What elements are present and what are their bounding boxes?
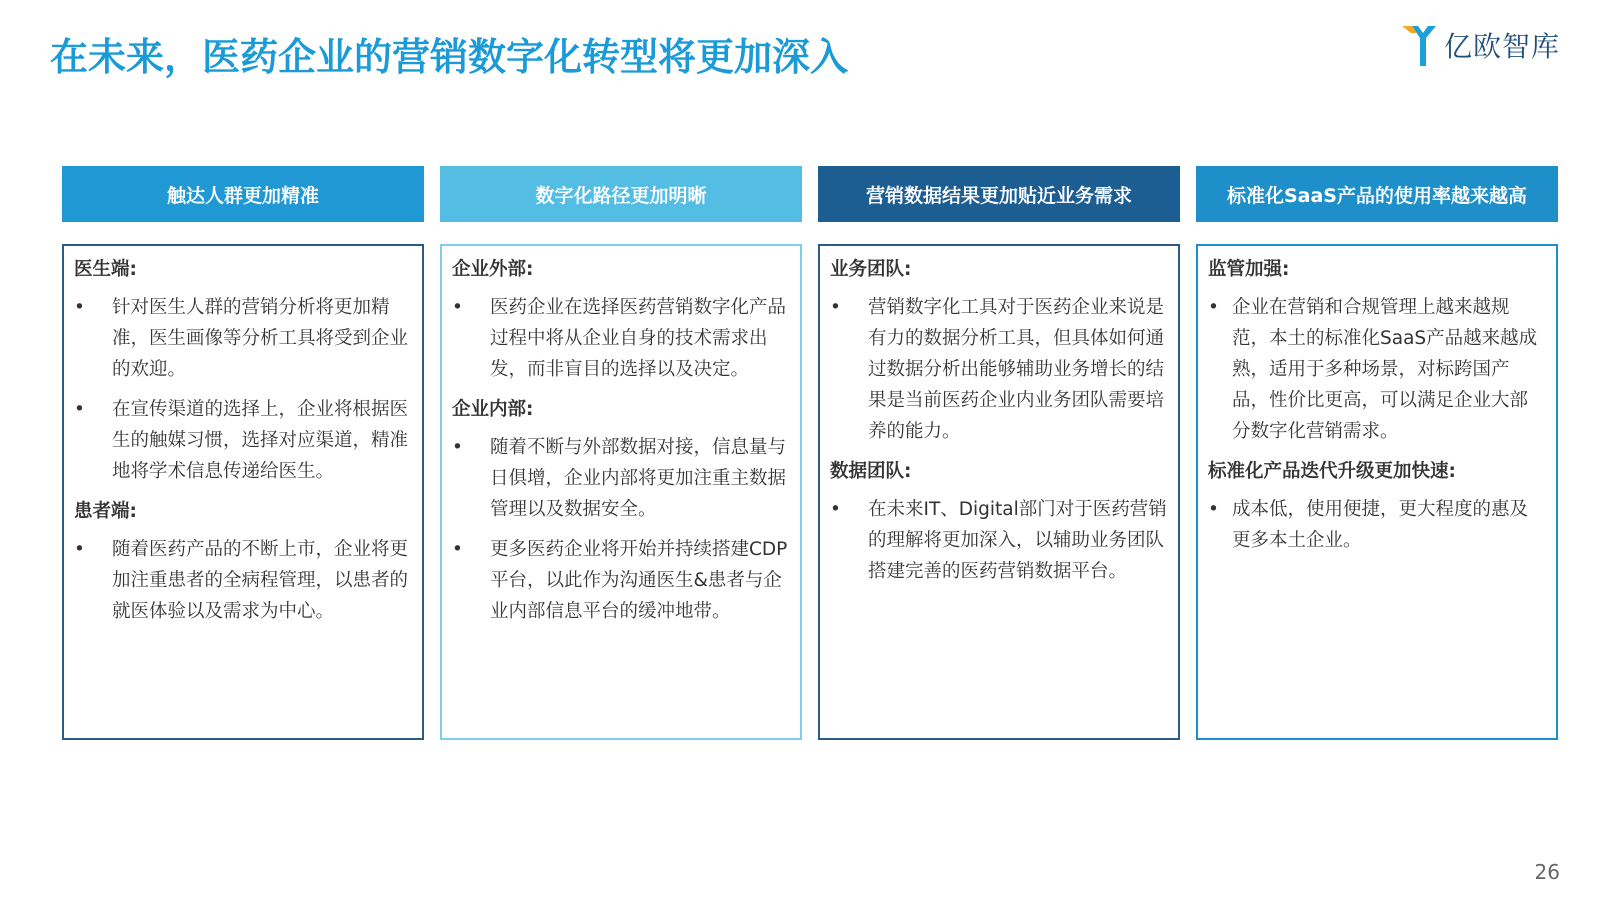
list-item <box>830 494 1168 587</box>
bullet-icon: • <box>830 499 841 520</box>
bullet-list <box>452 432 790 627</box>
bullet-text: 针对医生人群的营销分析将更加精准，医生画像等分析工具将受到企业的欢迎。 <box>112 297 409 380</box>
list-item <box>1208 292 1546 447</box>
list-item <box>452 292 790 385</box>
list-item <box>74 292 412 385</box>
section-label: 监管加强: <box>1208 259 1290 280</box>
page-title: 在未来，医药企业的营销数字化转型将更加深入 <box>50 35 849 79</box>
bullet-list <box>452 292 790 385</box>
bullet-icon: • <box>1208 297 1219 318</box>
column-reach <box>62 166 424 740</box>
bullet-list <box>74 292 412 487</box>
bullet-icon: • <box>452 539 463 560</box>
bullet-icon: • <box>452 297 463 318</box>
bullet-icon: • <box>830 297 841 318</box>
column-header: 标准化SaaS产品的使用率越来越高 <box>1196 166 1558 222</box>
columns <box>62 166 1558 740</box>
bullet-text: 企业在营销和合规管理上越来越规范，本土的标准化SaaS产品越来越成熟，适用于多种场景，对标跨国产品，性价比更高，可以满足企业大部分数字化营销需求。 <box>1232 297 1538 442</box>
bullet-text: 在宣传渠道的选择上，企业将根据医生的触媒习惯，选择对应渠道，精准地将学术信息传递给医生。 <box>112 399 409 482</box>
section-label: 标准化产品迭代升级更加快速: <box>1208 461 1456 482</box>
bullet-text: 随着不断与外部数据对接，信息量与日俱增，企业内部将更加注重主数据管理以及数据安全。 <box>490 437 787 520</box>
bullet-text: 在未来IT、Digital部门对于医药营销的理解将更加深入，以辅助业务团队搭建完善的医药营销数据平台。 <box>868 499 1167 582</box>
bullet-icon: • <box>74 399 85 420</box>
bullet-list <box>830 494 1168 587</box>
bullet-icon: • <box>1208 499 1219 520</box>
column-body <box>62 244 424 740</box>
section-label: 数据团队: <box>830 461 912 482</box>
bullet-text: 随着医药产品的不断上市，企业将更加注重患者的全病程管理，以患者的就医体验以及需求为中心。 <box>112 539 409 622</box>
bullet-text: 成本低，使用便捷，更大程度的惠及更多本土企业。 <box>1232 499 1529 551</box>
page-number: 26 <box>1534 860 1560 884</box>
bullet-text: 医药企业在选择医药营销数字化产品过程中将从企业自身的技术需求出发，而非盲目的选择以及决定。 <box>490 297 787 380</box>
column-body <box>440 244 802 740</box>
section-label: 企业外部: <box>452 259 534 280</box>
column-saas <box>1196 166 1558 740</box>
bullet-icon: • <box>452 437 463 458</box>
section-label: 企业内部: <box>452 399 534 420</box>
bullet-list <box>74 534 412 627</box>
column-body <box>1196 244 1558 740</box>
column-header: 营销数据结果更加贴近业务需求 <box>818 166 1180 222</box>
list-item <box>74 534 412 627</box>
section-label: 业务团队: <box>830 259 912 280</box>
column-header: 数字化路径更加明晰 <box>440 166 802 222</box>
list-item <box>74 394 412 487</box>
logo-mark-icon <box>1400 22 1438 68</box>
bullet-list <box>1208 292 1546 447</box>
column-header: 触达人群更加精准 <box>62 166 424 222</box>
section-label: 患者端: <box>74 501 137 522</box>
column-digital-path <box>440 166 802 740</box>
bullet-text: 更多医药企业将开始并持续搭建CDP平台，以此作为沟通医生&患者与企业内部信息平台的缓冲地带。 <box>490 539 788 622</box>
bullet-icon: • <box>74 297 85 318</box>
list-item <box>452 432 790 525</box>
column-body <box>818 244 1180 740</box>
section-label: 医生端: <box>74 259 137 280</box>
list-item <box>830 292 1168 447</box>
logo-text: 亿欧智库 <box>1443 30 1560 63</box>
brand-logo <box>1400 22 1560 68</box>
bullet-text: 营销数字化工具对于医药企业来说是有力的数据分析工具，但具体如何通过数据分析出能够辅助业务增长的结果是当前医药企业内业务团队需要培养的能力。 <box>868 297 1165 442</box>
list-item <box>1208 494 1546 556</box>
bullet-icon: • <box>74 539 85 560</box>
bullet-list <box>1208 494 1546 556</box>
column-data-results <box>818 166 1180 740</box>
bullet-list <box>830 292 1168 447</box>
list-item <box>452 534 790 627</box>
